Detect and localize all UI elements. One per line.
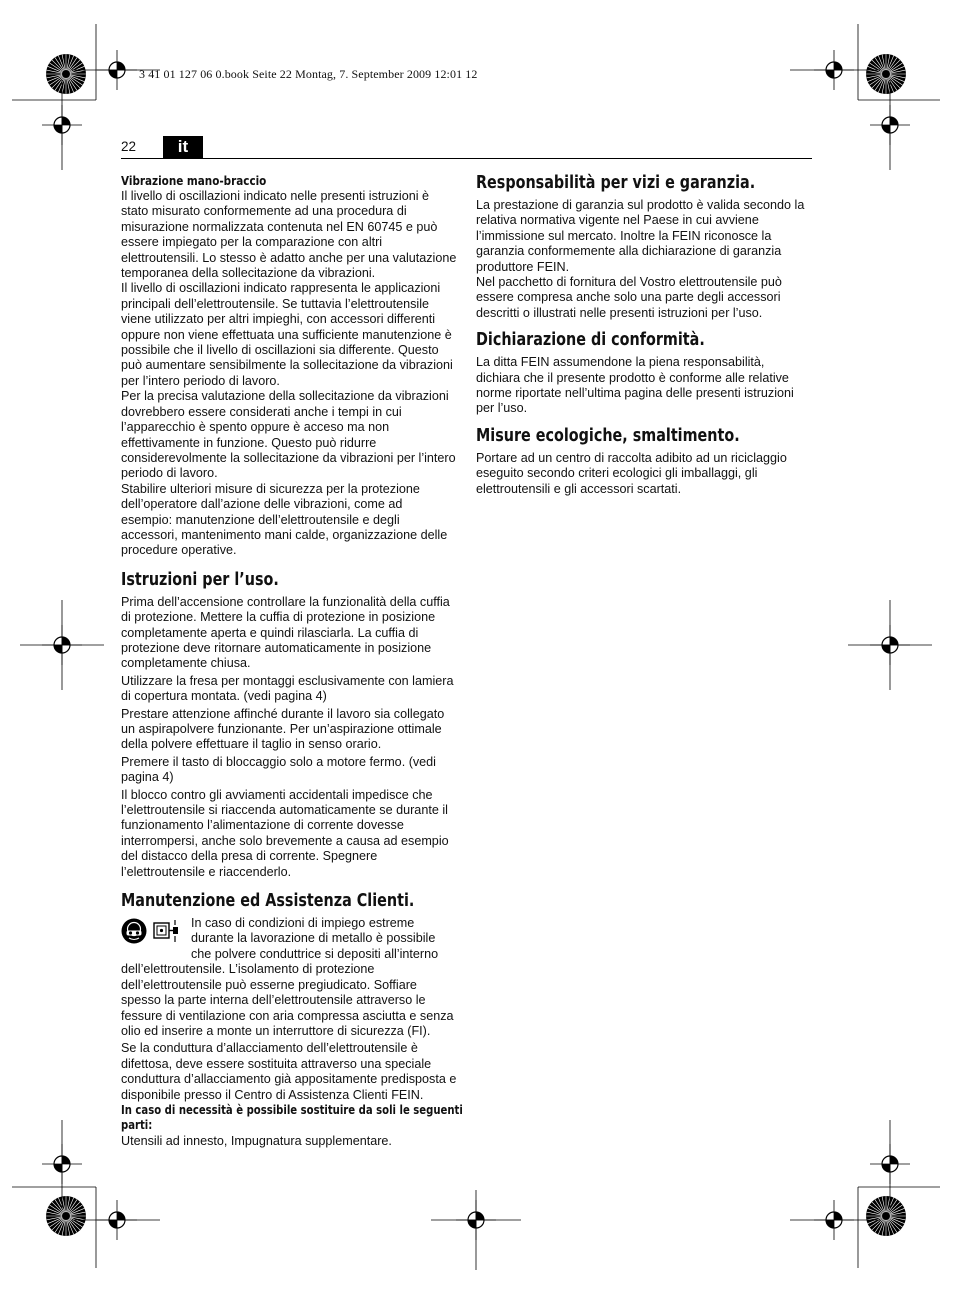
warranty-paragraph-1: La prestazione di garanzia sul prodotto è valida secondo la relativa normativa vigente nel Paese in cui avviene l’immissione sul mercato. Inoltre la FEIN riconosce la garanzia conformemente alla dichiarazione di garanzia produttore FEIN.	[476, 198, 805, 274]
conformity-paragraph-1: La ditta FEIN assumendone la piena responsabilità, dichiara che il presente prodotto è conforme alle relative norme riportate nell’ultima pagina delle presenti istruzioni per l’uso.	[476, 355, 794, 416]
maintenance-bold-line-1: In caso di necessità è possibile sostituire da soli le seguenti	[121, 1102, 463, 1117]
vibration-paragraph-1: Il livello di oscillazioni indicato nelle presenti istruzioni è stato misurato conformemente ad una procedura di misurazione normalizzata contenuta nel EN 60745 e può essere impiegato per la comparazione con altri elettroutensili. Lo stesso è adatto anche per una valutazione temporanea della sollecitazione da vibrazioni.	[121, 189, 457, 281]
usage-paragraph-4: Premere il tasto di bloccaggio solo a motore fermo. (vedi pagina 4)	[121, 754, 436, 785]
ecology-title: Misure ecologiche, smaltimento.	[476, 425, 740, 446]
warranty-title: Responsabilità per vizi e garanzia.	[476, 173, 756, 193]
warranty-paragraph-2: Nel pacchetto di fornitura del Vostro elettroutensile può essere compresa anche solo una parte degli accessori descritti o illustrati nelle presenti istruzioni per l’uso.	[476, 275, 782, 320]
maintenance-paragraph-1: In caso di condizioni di impiego estreme durante la lavorazione di metallo è possibile che polvere conduttrice si depositi all’interno dell’elettroutensile. L’isolamento di protezione dell’elettroutensile può esserne pregiudicato. Soffiare spesso la parte interna dell’elettroutensile attraverso le fessure di ventilazione con aria compressa asciutta e senza olio ed inserire a monte un interruttore di sicurezza (FI).	[121, 916, 454, 1038]
unplug-icon	[153, 918, 179, 944]
usage-paragraph-1: Prima dell’accensione controllare la funzionalità della cuffia di protezione. Mettere la cuffia di protezione in posizione completamente aperta e quindi rilasciarla. La cuffia di protezione deve ritornare automaticamente in posizione completamente chiusa.	[121, 594, 450, 671]
maintenance-paragraph-2: Se la conduttura d’allacciamento dell’elettroutensile è difettosa, deve essere sostituita attraverso una speciale conduttura d’allacciamento già appositamente predisposta e disponibile presso il Centro di Assistenza Clienti FEIN.	[121, 1041, 457, 1102]
language-tab: it	[163, 136, 203, 158]
safety-goggles-icon	[121, 918, 147, 944]
maintenance-paragraph-3: Utensili ad innesto, Impugnatura supplementare.	[121, 1133, 392, 1148]
vibration-paragraph-4: Stabilire ulteriori misure di sicurezza per la protezione dell’operatore dall’azione delle vibrazioni, come ad esempio: manutenzione dell’elettroutensile e degli accessori, mantenimento mani calde, organizzazione delle procedure operative.	[121, 481, 448, 558]
usage-title: Istruzioni per l’uso.	[121, 569, 279, 590]
vibration-title: Vibrazione mano-braccio	[121, 173, 267, 188]
safety-icons	[121, 918, 183, 954]
usage-paragraph-5: Il blocco contro gli avviamenti accidentali impedisce che l’elettroutensile si riaccenda automaticamente se durante il funzionamento l’alimentazione di corrente dovesse interrompersi, anche solo brevemente a causa ad esempio del distacco della presa di corrente. Spegnere l’elettroutensile e riaccenderlo.	[121, 787, 449, 879]
vibration-paragraph-2: Il livello di oscillazioni indicato rappresenta le applicazioni principali dell’elettroutensile. Se tuttavia l’elettroutensile viene utilizzato per altri impieghi, con accessori differenti oppure non viene effettuata una sufficiente manutenzione è possibile che il livello di oscillazioni sia differente. Questo può aumentare sensibilmente la sollecitazione da vibrazioni per l’intero periodo di lavoro.	[121, 281, 453, 388]
header-rule	[121, 158, 812, 159]
file-info-header: 3 41 01 127 06 0.book Seite 22 Montag, 7. September 2009 12:01 12	[139, 67, 478, 81]
ecology-paragraph-1: Portare ad un centro di raccolta adibito ad un riciclaggio eseguito secondo criteri ecologici gli imballaggi, gli elettroutensili e gli accessori scartati.	[476, 450, 787, 496]
usage-paragraph-3: Prestare attenzione affinché durante il lavoro sia collegato un aspirapolvere funzionante. Per un’aspirazione ottimale della polvere effettuare il taglio in senso orario.	[121, 706, 445, 752]
vibration-paragraph-3: Per la precisa valutazione della sollecitazione da vibrazioni dovrebbero essere considerati anche i tempi in cui l’apparecchio è spento oppure è acceso ma non effettivamente in funzione. Questo può ridurre considerevolmente la sollecitazione da vibrazioni per l’intero periodo di lavoro.	[121, 389, 456, 481]
usage-paragraph-2: Utilizzare la fresa per montaggi esclusivamente con lamiera di copertura montata. (vedi pagina 4)	[121, 673, 454, 704]
left-column	[121, 172, 463, 1149]
right-column	[476, 172, 812, 497]
maintenance-bold-line-2: parti:	[121, 1118, 153, 1133]
page-number: 22	[121, 139, 137, 154]
maintenance-title: Manutenzione ed Assistenza Clienti.	[121, 891, 415, 912]
conformity-title: Dichiarazione di conformità.	[476, 330, 705, 351]
